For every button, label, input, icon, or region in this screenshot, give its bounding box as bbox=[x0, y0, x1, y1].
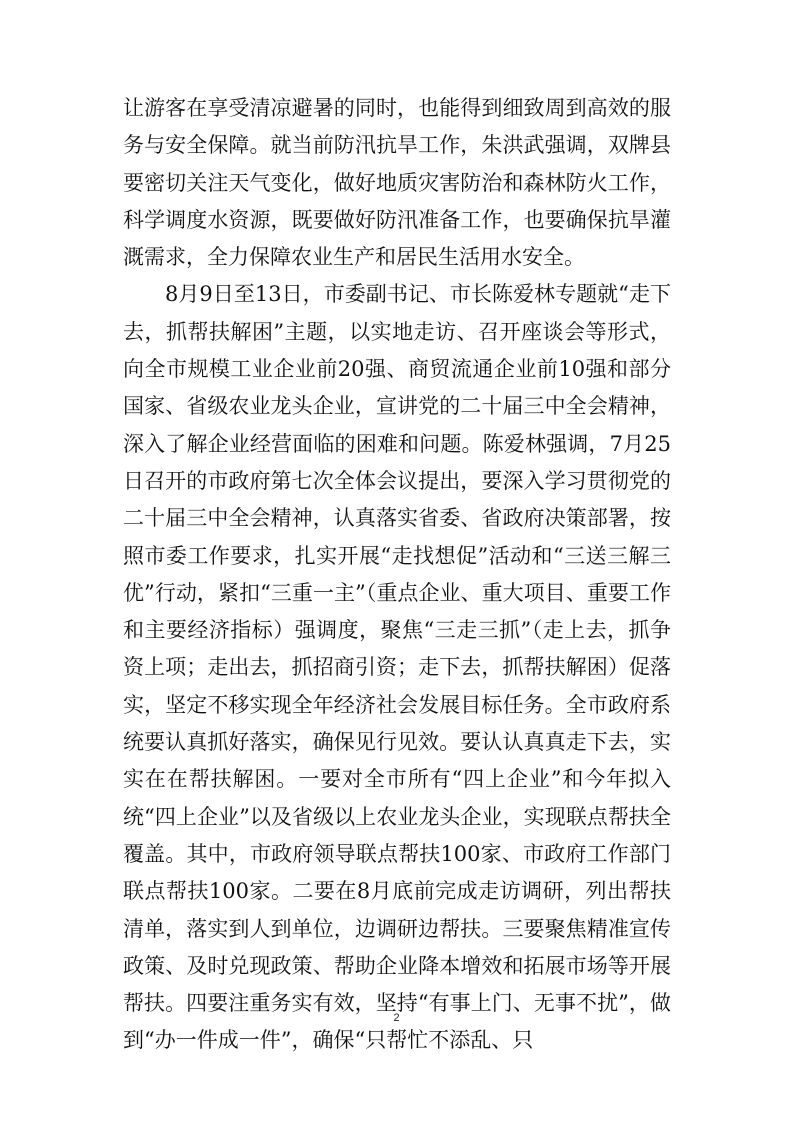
page-number: 2 bbox=[393, 1012, 400, 1024]
body-text bbox=[123, 90, 671, 1060]
paragraph-meeting-report: 8月9日至13日，市委副书记、市长陈爱林专题就“走下去，抓帮扶解困”主题，以实地走访、召开座谈会等形式，向全市规模工业企业前20强、商贸流通企业前10强和部分国家、省级农业龙头企业，宣讲党的二十届三中全会精神，深入了解企业经营面临的困难和问题。陈爱林强调，7月25日召开的市政府第七次全体会议提出，要深入学习贯彻党的二十届三中全会精神，认真落实省委、省政府决策部署，按照市委工作要求，扎实开展“走找想促”活动和“三送三解三优”行动，紧扣“三重一主”（重点企业、重大项目、重要工作和主要经济指标）强调度，聚焦“三走三抓”（走上去，抓争资上项；走出去，抓招商引资；走下去，抓帮扶解困）促落实，坚定不移实现全年经济社会发展目标任务。全市政府系统要认真抓好落实，确保见行见效。要认认真真走下去，实实在在帮扶解困。一要对全市所有“四上企业”和今年拟入统“四上企业”以及省级以上农业龙头企业，实现联点帮扶全覆盖。其中，市政府领导联点帮扶100家、市政府工作部门联点帮扶100家。二要在8月底前完成走访调研，列出帮扶清单，落实到人到单位，边调研边帮扶。三要聚焦精准宣传政策、及时兑现政策、帮助企业降本增效和拓展市场等开展帮扶。四要注重务实有效，坚持“有事上门、无事不扰”，做到“办一件成一件”，确保“只帮忙不添乱、只 bbox=[123, 282, 671, 1053]
paragraph-continuation: 让游客在享受清凉避暑的同时，也能得到细致周到高效的服务与安全保障。就当前防汛抗旱工作，朱洪武强调，双牌县要密切关注天气变化，做好地质灾害防治和森林防火工作，科学调度水资源，既要做好防汛准备工作，也要确保抗旱灌溉需求，全力保障农业生产和居民生活用水安全。 bbox=[123, 96, 671, 270]
